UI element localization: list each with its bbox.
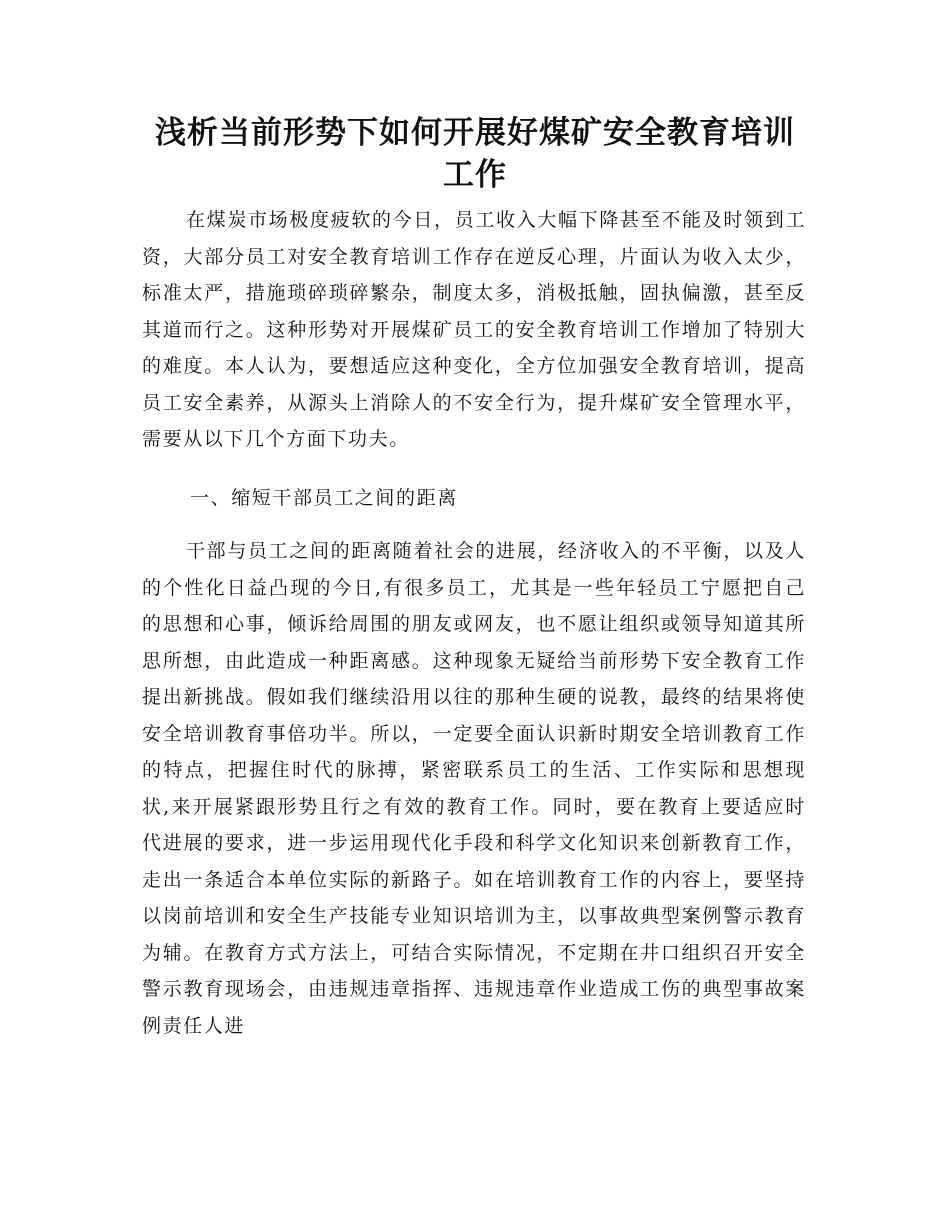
paragraph-section-1: 干部与员工之间的距离随着社会的进展，经济收入的不平衡，以及人的个性化日益凸现的今日,有很多员工，尤其是一些年轻员工宁愿把自己的思想和心事，倾诉给周围的朋友或网友，也不愿让组织或领导知道其所思所想，由此造成一种距离感。这种现象无疑给当前形势下安全教育工作提出新挑战。假如我们继续沿用以往的那种生硬的说教，最终的结果将使安全培训教育事倍功半。所以，一定要全面认识新时期安全培训教育工作的特点，把握住时代的脉搏，紧密联系员工的生活、工作实际和思想现状,来开展紧跟形势且行之有效的教育工作。同时，要在教育上要适应时代进展的要求，进一步运用现代化手段和科学文化知识来创新教育工作，走出一条适合本单位实际的新路子。如在培训教育工作的内容上，要坚持以岗前培训和安全生产技能专业知识培训为主，以事故典型案例警示教育为辅。在教育方式方法上，可结合实际情况，不定期在井口组织召开安全警示教育现场会，由违规违章指挥、违规违章作业造成工伤的典型事故案例责任人进 <box>142 540 806 1037</box>
document-title: 浅析当前形势下如何开展好煤矿安全教育培训工作 <box>155 115 795 193</box>
paragraph-intro: 在煤炭市场极度疲软的今日，员工收入大幅下降甚至不能及时领到工资，大部分员工对安全教育培训工作存在逆反心理，片面认为收入太少，标准太严，措施琐碎琐碎繁杂，制度太多，消极抵触，固执偏激，甚至反其道而行之。这种形势对开展煤矿员工的安全教育培训工作增加了特别大的难度。本人认为，要想适应这种变化，全方位加强安全教育培训，提高员工安全素养，从源头上消除人的不安全行为，提升煤矿安全管理水平，需要从以下几个方面下功夫。 <box>142 209 806 450</box>
section-heading: 一、缩短干部员工之间的距离 <box>190 487 458 509</box>
